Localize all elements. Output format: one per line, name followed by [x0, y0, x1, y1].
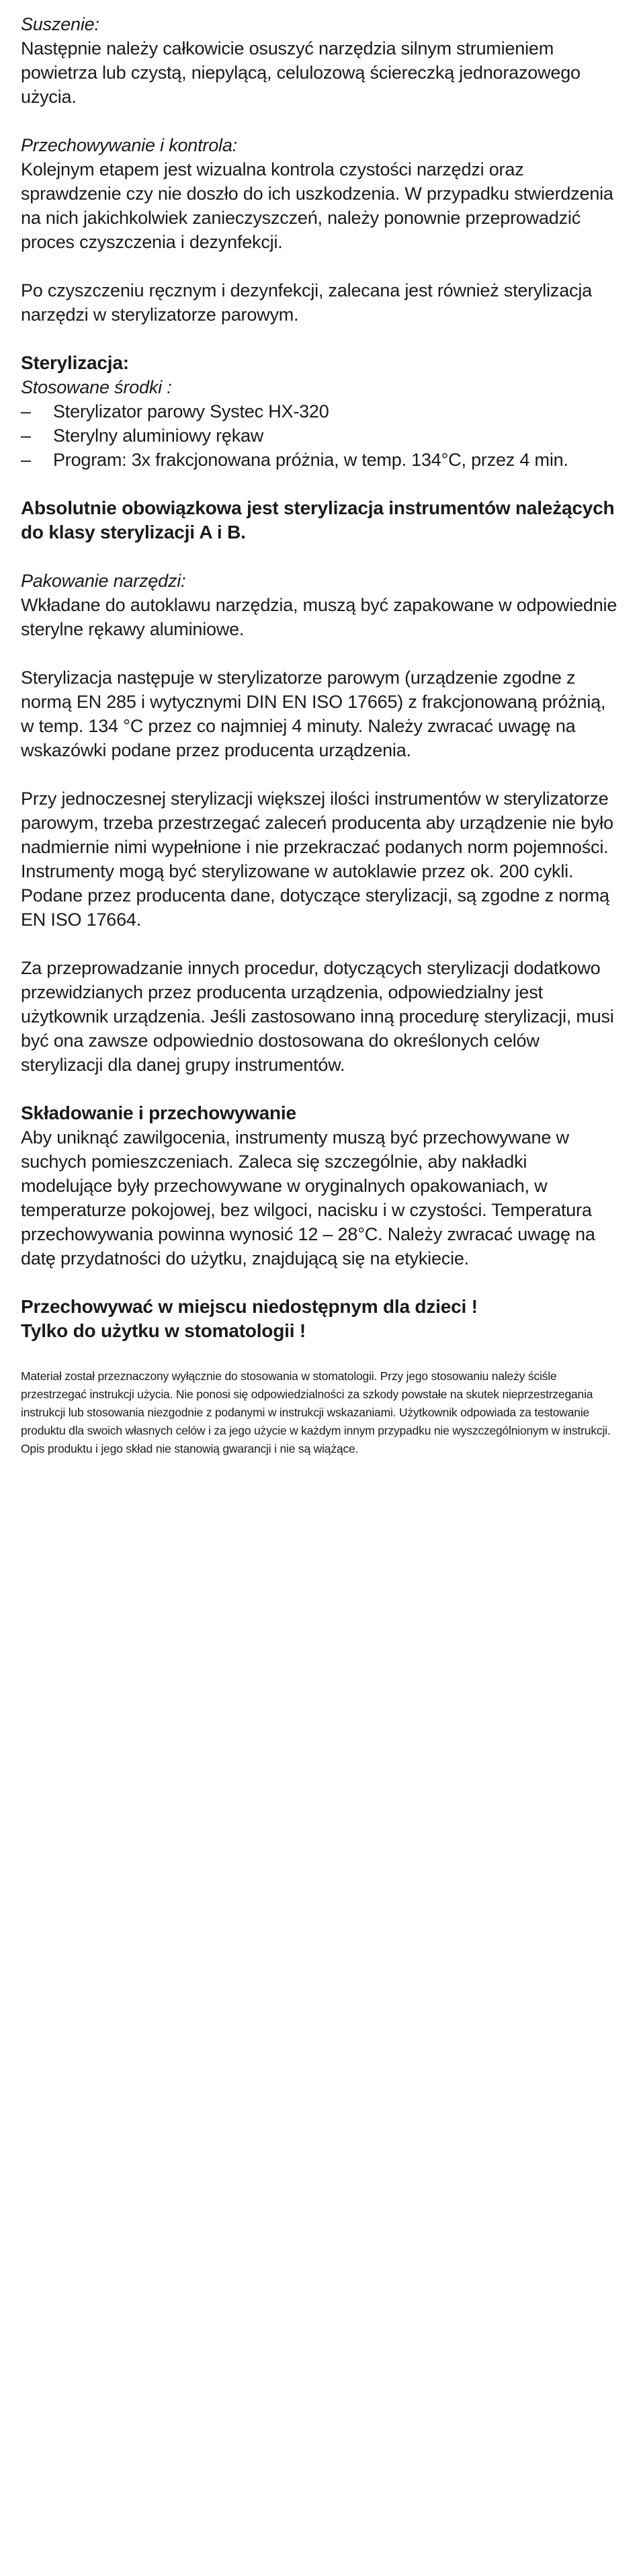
packing-heading: Pakowanie narzędzi:	[21, 571, 186, 591]
section-storing	[21, 1101, 620, 1271]
children-warning: Przechowywać w miejscu niedostępnym dla dzieci !	[21, 1296, 478, 1317]
section-drying	[21, 12, 620, 109]
after-cleaning-text: Po czyszczeniu ręcznym i dezynfekcji, zalecana jest również sterylizacja narzędzi w sterylizatorze parowym.	[21, 280, 592, 325]
packing-text: Wkładane do autoklawu narzędzia, muszą być zapakowane w odpowiednie sterylne rękawy aluminiowe.	[21, 595, 617, 639]
other-procedures-text: Za przeprowadzanie innych procedur, dotyczących sterylizacji dodatkowo przewidzianych przez producenta urządzenia, odpowiedzialny jest użytkownik urządzenia. Jeśli zastosowano inną procedurę sterylizacji, musi być ona zawsze odpowiednio dostosowana do określonych celów sterylizacji dla danej grupy instrumentów.	[21, 958, 614, 1075]
dash-bullet: –	[21, 426, 31, 446]
warnings-block	[21, 1295, 620, 1343]
storing-text: Aby uniknąć zawilgocenia, instrumenty muszą być przechowywane w suchych pomieszczeniach. Zaleca się szczególnie, aby nakładki modelujące były przechowywane w oryginalnych opakowaniach, w temperaturze pokojowej, bez wilgoci, nacisku i w czystości. Temperatura przechowywania powinna wynosić 12 – 28°C. Należy zwracać uwagę na datę przydatności do użytku, znajdującą się na etykiecie.	[21, 1127, 595, 1269]
dash-bullet: –	[21, 401, 31, 421]
storage-control-heading: Przechowywanie i kontrola:	[21, 135, 237, 155]
storing-heading: Składowanie i przechowywanie	[21, 1102, 296, 1123]
dash-bullet: –	[21, 450, 31, 470]
sterilization-heading: Sterylizacja:	[21, 352, 129, 373]
bulk-sterilization-text: Przy jednoczesnej sterylizacji większej ilości instrumentów w sterylizatorze parowym, trzeba przestrzegać zaleceń producenta aby urządzenie nie było nadmiernie nimi wypełnione i nie przekraczać podanych norm pojemności. Instrumenty mogą być sterylizowane w autoklawie przez ok. 200 cykli. Podane przez producenta dane, dotyczące sterylizacji, są zgodne z normą EN ISO 17664.	[21, 789, 613, 930]
sterilization-subheading: Stosowane środki :	[21, 377, 172, 397]
instructions-page	[21, 12, 620, 1458]
list-item-text: Sterylizator parowy Systec HX-320	[53, 401, 329, 421]
sterilization-items-list	[21, 399, 620, 472]
list-item-text: Sterylny aluminiowy rękaw	[53, 426, 264, 446]
section-sterilization	[21, 351, 620, 472]
sterilization-process-text: Sterylizacja następuje w sterylizatorze parowym (urządzenie zgodne z normą EN 285 i wytycznymi DIN EN ISO 17665) z frakcjonowaną próżnią, w temp. 134 °C przez co najmniej 4 minuty. Należy zwracać uwagę na wskazówki podane przez producenta urządzenia.	[21, 668, 606, 760]
list-item	[21, 399, 620, 424]
dental-use-warning: Tylko do użytku w stomatologii !	[21, 1320, 306, 1341]
list-item	[21, 424, 620, 448]
mandatory-sterilization-notice: Absolutnie obowiązkowa jest sterylizacja instrumentów należących do klasy sterylizacji A i B.	[21, 497, 615, 542]
section-storage-control	[21, 133, 620, 254]
drying-text: Następnie należy całkowicie osuszyć narzędzia silnym strumieniem powietrza lub czystą, niepylącą, celulozową ściereczką jednorazowego użycia.	[21, 38, 581, 107]
list-item-text: Program: 3x frakcjonowana próżnia, w temp. 134°C, przez 4 min.	[53, 450, 568, 470]
drying-heading: Suszenie:	[21, 14, 99, 34]
section-packing	[21, 569, 620, 641]
disclaimer-text: Materiał został przeznaczony wyłącznie do stosowania w stomatologii. Przy jego stosowaniu należy ściśle przestrzegać instrukcji użycia. Nie ponosi się odpowiedzialności za szkody powstałe na skutek nieprzestrzegania instrukcji lub stosowania niezgodnie z podanymi w instrukcji wskazaniami. Użytkownik odpowiada za testowanie produktu dla swoich własnych celów i za jego użycie w każdym innym przypadku nie wyszczególnionym w instrukcji. Opis produktu i jego skład nie stanowią gwarancji i nie są wiążące.	[21, 1369, 611, 1455]
storage-control-text: Kolejnym etapem jest wizualna kontrola czystości narzędzi oraz sprawdzenie czy nie doszło do ich uszkodzenia. W przypadku stwierdzenia na nich jakichkolwiek zanieczyszczeń, należy ponownie przeprowadzić proces czyszczenia i dezynfekcji.	[21, 159, 613, 252]
list-item	[21, 448, 620, 472]
